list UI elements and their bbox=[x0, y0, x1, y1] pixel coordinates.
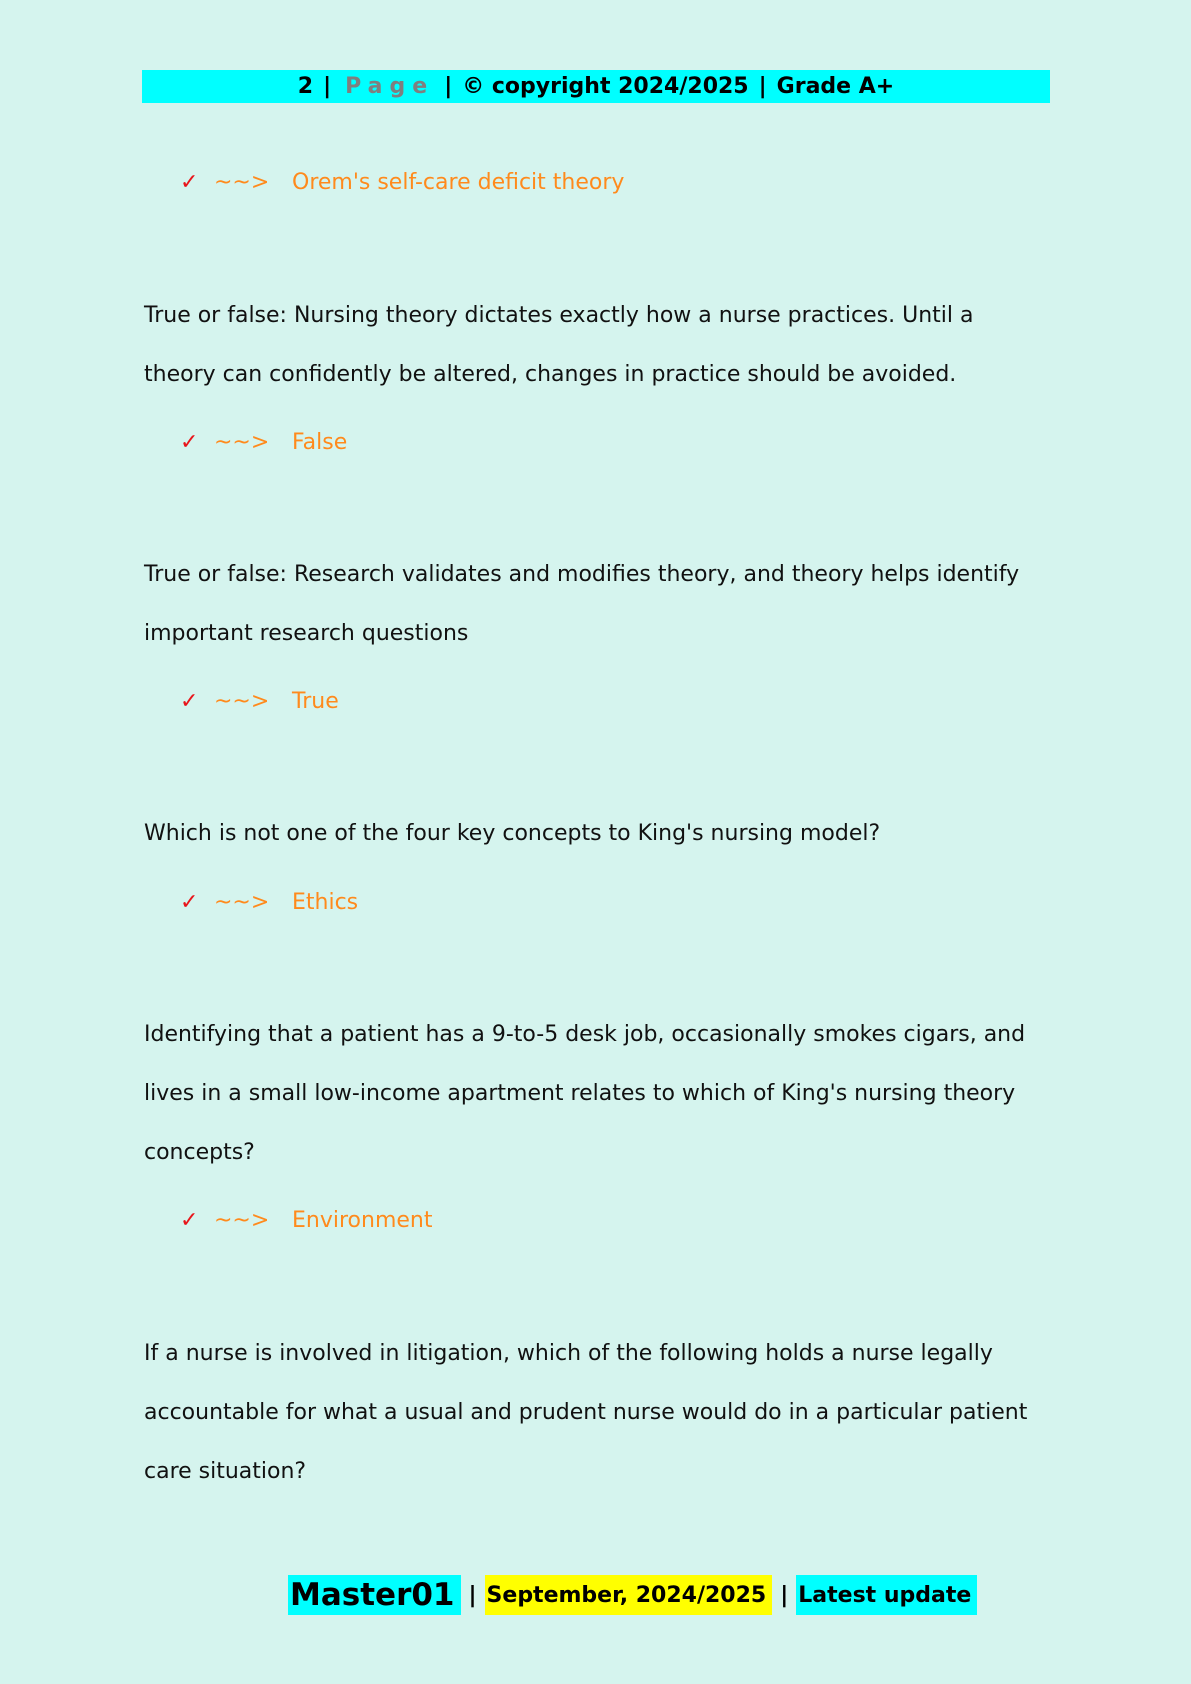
arrow-marker: ~~> bbox=[214, 1208, 270, 1233]
footer-update: Latest update bbox=[796, 1575, 977, 1615]
question-text: True or false: Research validates and modifies theory, and theory helps identify important research questions bbox=[144, 562, 1020, 646]
answer-line bbox=[180, 430, 347, 455]
answer-line bbox=[180, 1208, 432, 1233]
copyright-text: © copyright 2024/2025 bbox=[462, 74, 749, 99]
grade-text: Grade A+ bbox=[776, 74, 895, 99]
question-text: If a nurse is involved in litigation, which of the following holds a nurse legally accountable for what a usual and prudent nurse would do in a particular patient care situation? bbox=[144, 1341, 1028, 1484]
arrow-marker: ~~> bbox=[214, 890, 270, 915]
footer-separator: | bbox=[780, 1582, 789, 1608]
footer-separator: | bbox=[468, 1582, 477, 1608]
checkmark-icon: ✓ bbox=[180, 170, 199, 195]
answer-text: Environment bbox=[292, 1208, 433, 1233]
page-footer bbox=[288, 1575, 977, 1615]
checkmark-icon: ✓ bbox=[180, 1208, 199, 1233]
checkmark-icon: ✓ bbox=[180, 689, 199, 714]
answer-text: False bbox=[292, 430, 348, 455]
answer-line bbox=[180, 170, 624, 195]
answer-text: True bbox=[292, 689, 339, 714]
answer-line bbox=[180, 890, 358, 915]
answer-text: Ethics bbox=[292, 890, 359, 915]
answer-line bbox=[180, 689, 339, 714]
arrow-marker: ~~> bbox=[214, 170, 270, 195]
page-number: 2 bbox=[297, 74, 314, 99]
arrow-marker: ~~> bbox=[214, 430, 270, 455]
footer-date: September, 2024/2025 bbox=[485, 1575, 773, 1615]
page-header: 2 | Page | © copyright 2024/2025 | Grade A+ bbox=[142, 70, 1050, 103]
question-text: True or false: Nursing theory dictates exactly how a nurse practices. Until a theory can confidently be altered, changes in practice should be avoided. bbox=[144, 303, 974, 387]
answer-text: Orem's self-care deficit theory bbox=[292, 170, 625, 195]
arrow-marker: ~~> bbox=[214, 689, 270, 714]
page-label: Page bbox=[345, 74, 435, 99]
footer-brand: Master01 bbox=[288, 1575, 461, 1615]
question-text: Which is not one of the four key concepts to King's nursing model? bbox=[144, 821, 881, 846]
checkmark-icon: ✓ bbox=[180, 890, 199, 915]
checkmark-icon: ✓ bbox=[180, 430, 199, 455]
question-text: Identifying that a patient has a 9-to-5 desk job, occasionally smokes cigars, and lives in a small low-income apartment relates to which of King's nursing theory concepts? bbox=[144, 1022, 1026, 1165]
